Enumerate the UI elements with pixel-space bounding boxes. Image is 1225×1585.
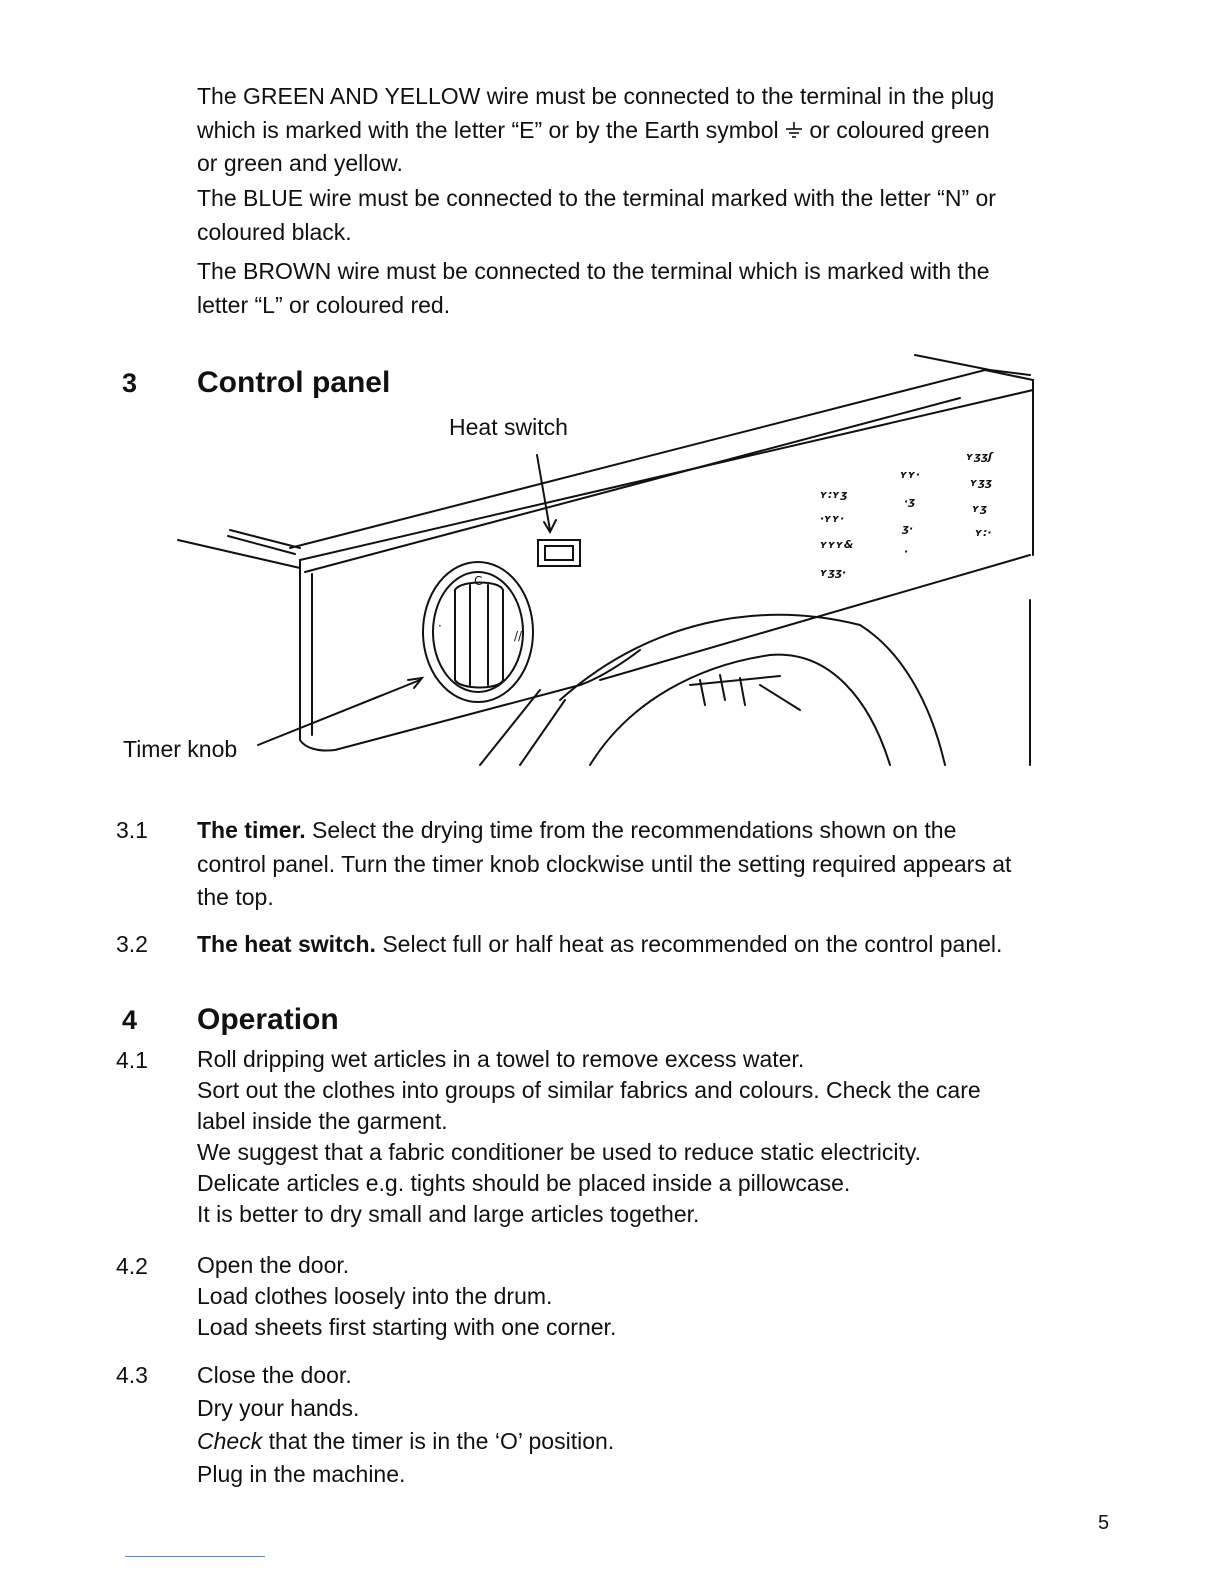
item-4-2 — [197, 1250, 1117, 1343]
earth-symbol-icon — [785, 121, 803, 139]
svg-text:ʏ:·: ʏ:· — [975, 526, 992, 539]
item-bold: The heat switch. — [197, 931, 376, 957]
text-line: It is better to dry small and large articles together. — [197, 1201, 700, 1227]
wiring-blue — [197, 182, 1117, 249]
svg-text:ʏʒʒʃ: ʏʒʒʃ — [966, 450, 993, 463]
text-line: Load sheets first starting with one corner. — [197, 1314, 617, 1340]
svg-text:ʏʒʒ: ʏʒʒ — [970, 476, 993, 489]
section-number: 4 — [122, 1005, 138, 1035]
section-title: Control panel — [197, 366, 391, 399]
svg-text:·: · — [904, 545, 909, 558]
text-line: Sort out the clothes into groups of similar fabrics and colours. Check the care — [197, 1077, 981, 1103]
item-3-2 — [197, 928, 1117, 962]
text-line: The BROWN wire must be connected to the terminal which is marked with the — [197, 258, 990, 284]
svg-text:ʏʒ: ʏʒ — [972, 502, 988, 515]
text-line: that the timer is in the ‘O’ position. — [262, 1428, 615, 1454]
svg-text:·ʒ: ·ʒ — [904, 495, 916, 508]
text-line: Dry your hands. — [197, 1395, 360, 1421]
section-title: Operation — [197, 1003, 339, 1036]
svg-text:·: · — [438, 619, 442, 633]
svg-text:C: C — [474, 574, 483, 588]
svg-text:ʏʒʒ·: ʏʒʒ· — [820, 566, 847, 579]
footer-rule — [125, 1556, 265, 1557]
item-number: 4.3 — [116, 1362, 148, 1388]
svg-text:ʏʏʏ&: ʏʏʏ& — [820, 538, 854, 551]
text-line: The GREEN AND YELLOW wire must be connected to the terminal in the plug — [197, 83, 995, 109]
text-line: label inside the garment. — [197, 1108, 448, 1134]
item-3-1 — [197, 814, 1117, 915]
text-line: letter “L” or coloured red. — [197, 291, 451, 318]
text-line: Delicate articles e.g. tights should be placed inside a pillowcase. — [197, 1170, 851, 1196]
wiring-brown — [197, 255, 1117, 322]
text-line: Select full or half heat as recommended on the control panel. — [382, 931, 1003, 957]
item-bold: The timer. — [197, 817, 306, 843]
control-panel-illustration — [0, 340, 1225, 780]
wiring-green-yellow — [197, 80, 1117, 181]
text-line: We suggest that a fabric conditioner be used to reduce static electricity. — [197, 1139, 922, 1165]
svg-text:·ʏʏ·: ·ʏʏ· — [820, 512, 845, 525]
item-number: 3.1 — [116, 817, 148, 843]
text-line: coloured black. — [197, 218, 352, 245]
svg-text://: // — [514, 629, 523, 643]
item-number: 3.2 — [116, 931, 148, 957]
text-line: Roll dripping wet articles in a towel to remove excess water. — [197, 1046, 805, 1072]
svg-text:ʏ:ʏʒ: ʏ:ʏʒ — [820, 488, 848, 501]
text-line: Open the door. — [197, 1252, 350, 1278]
heat-switch-label: Heat switch — [449, 414, 568, 440]
section-number: 3 — [122, 368, 138, 398]
text-line: or green and yellow. — [197, 150, 403, 176]
item-4-3 — [197, 1359, 1117, 1491]
text-line: Close the door. — [197, 1362, 352, 1388]
text-line: control panel. Turn the timer knob clockwise until the setting required appears at — [197, 850, 1012, 877]
page-number: 5 — [1098, 1512, 1110, 1534]
text-line: the top. — [197, 884, 274, 910]
italic-word: Check — [197, 1428, 263, 1454]
text-line: The BLUE wire must be connected to the terminal marked with the letter “N” or — [197, 185, 996, 211]
text-line: Plug in the machine. — [197, 1461, 406, 1487]
text-line: Load clothes loosely into the drum. — [197, 1283, 553, 1309]
text-line: or coloured green — [809, 116, 990, 143]
svg-text:ʏʏ·: ʏʏ· — [900, 468, 921, 481]
item-number: 4.1 — [116, 1047, 148, 1073]
item-4-1 — [197, 1044, 1117, 1230]
text-line: Select the drying time from the recommendations shown on the — [312, 817, 957, 843]
svg-text:ʒ·: ʒ· — [902, 522, 914, 535]
text-line: which is marked with the letter “E” or by the Earth symbol — [197, 116, 779, 143]
item-number: 4.2 — [116, 1253, 148, 1279]
timer-knob-label: Timer knob — [123, 736, 238, 762]
